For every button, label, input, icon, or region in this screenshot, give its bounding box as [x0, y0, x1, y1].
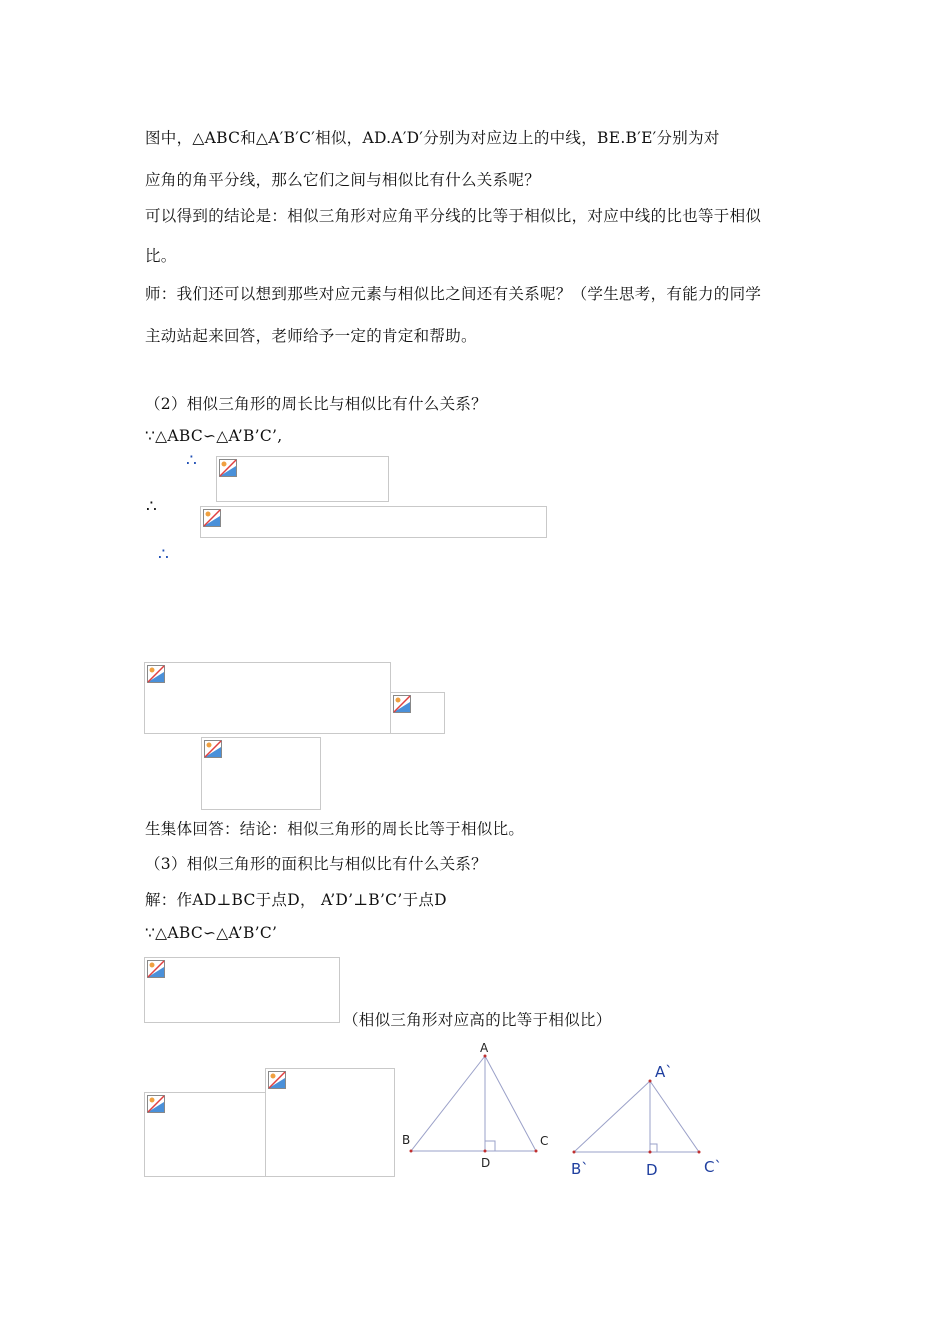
formula-image-3 — [144, 662, 391, 734]
vertex-label-d: D — [481, 1156, 491, 1170]
side-ac — [485, 1056, 536, 1151]
image-placeholder-icon — [393, 695, 411, 713]
question-2: （2）相似三角形的周长比与相似比有什么关系？ — [145, 395, 487, 413]
formula-image-2 — [200, 506, 547, 538]
vertex-label-b: B — [402, 1133, 411, 1147]
right-angle-mark-2 — [650, 1144, 657, 1152]
vertex-label-a-prime: A` — [655, 1063, 673, 1081]
formula-image-1 — [216, 456, 389, 502]
paragraph-conclusion-line2: 比。 — [145, 247, 177, 265]
image-placeholder-icon — [219, 459, 237, 477]
therefore-symbol-1: ∴ — [186, 451, 197, 471]
vertex-label-a: A — [480, 1041, 489, 1055]
note-heights-ratio: （相似三角形对应高的比等于相似比） — [343, 1011, 612, 1029]
side-a-prime-b-prime — [574, 1081, 650, 1152]
image-placeholder-icon — [147, 960, 165, 978]
therefore-symbol-3: ∴ — [158, 545, 169, 565]
vertex-label-b-prime: B` — [571, 1160, 589, 1178]
paragraph-teacher-line1: 师：我们还可以想到那些对应元素与相似比之间还有关系呢？（学生思考，有能力的同学 — [145, 285, 762, 303]
side-ab — [411, 1056, 485, 1151]
formula-image-5 — [201, 737, 321, 810]
because-statement-2: ∵△ABC∽△A’B’C’ — [145, 924, 278, 942]
formula-image-6 — [144, 957, 340, 1023]
answer-2: 生集体回答：结论：相似三角形的周长比等于相似比。 — [145, 820, 525, 838]
formula-image-7 — [144, 1092, 266, 1177]
image-placeholder-icon — [204, 740, 222, 758]
image-placeholder-icon — [203, 509, 221, 527]
solution-statement: 解：作AD⊥BC于点D， A’D’⊥B’C’于点D — [145, 891, 447, 909]
side-a-prime-c-prime — [650, 1081, 699, 1152]
formula-image-4 — [390, 692, 445, 734]
formula-image-8 — [265, 1068, 395, 1177]
image-placeholder-icon — [147, 1095, 165, 1113]
paragraph-conclusion-line1: 可以得到的结论是：相似三角形对应角平分线的比等于相似比，对应中线的比也等于相似 — [145, 207, 762, 225]
image-placeholder-icon — [147, 665, 165, 683]
vertex-label-d-prime: D — [646, 1161, 658, 1179]
therefore-symbol-2: ∴ — [146, 497, 157, 517]
triangle-abc-figure — [400, 1040, 560, 1170]
paragraph-intro-line2: 应角的角平分线，那么它们之间与相似比有什么关系呢？ — [145, 171, 541, 189]
because-statement-1: ∵△ABC∽△A’B’C’, — [145, 427, 283, 445]
vertex-label-c: C — [540, 1134, 549, 1148]
right-angle-mark — [485, 1141, 495, 1151]
paragraph-intro-line1: 图中，△ABC和△A′B′C′相似，AD.A′D′分别为对应边上的中线，BE.B′E′分别为对 — [145, 129, 720, 147]
image-placeholder-icon — [268, 1071, 286, 1089]
question-3: （3）相似三角形的面积比与相似比有什么关系？ — [145, 855, 487, 873]
paragraph-teacher-line2: 主动站起来回答，老师给予一定的肯定和帮助。 — [145, 327, 477, 345]
vertex-label-c-prime: C` — [704, 1158, 722, 1176]
triangle-a-prime-b-prime-c-prime-figure — [565, 1070, 715, 1170]
